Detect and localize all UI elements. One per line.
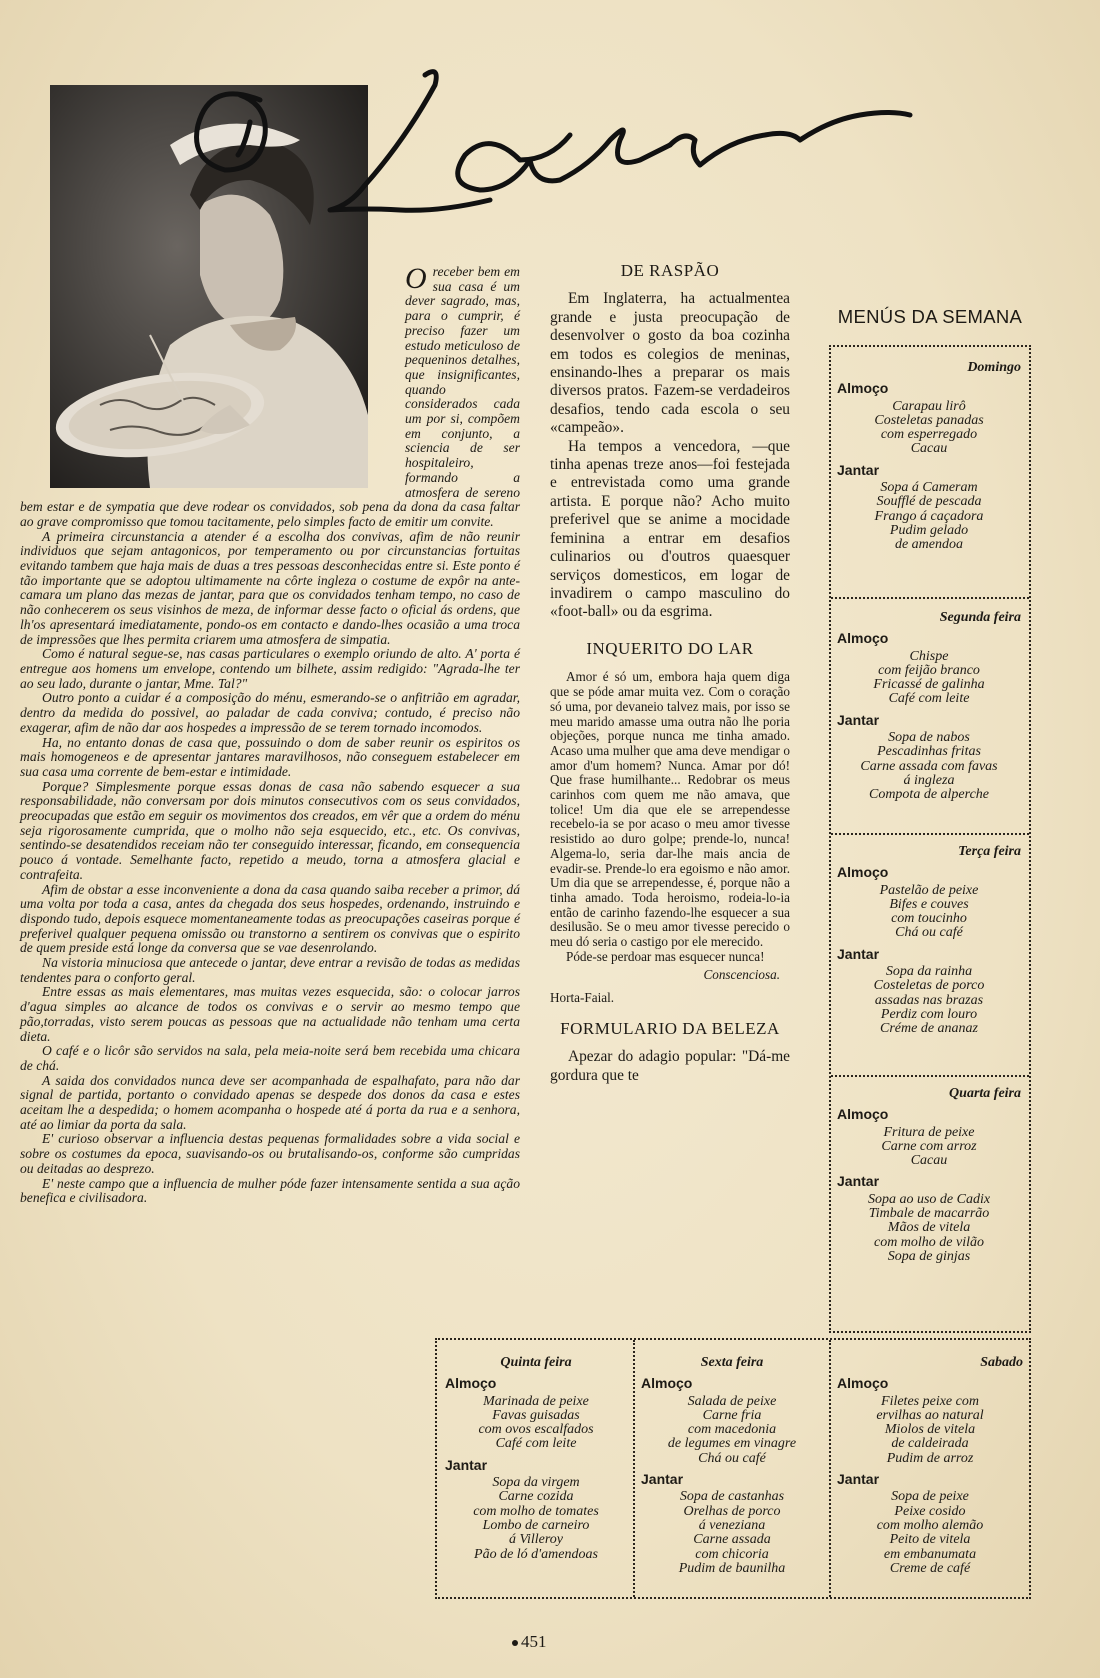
menu-dish: Pastelão de peixe	[879, 882, 979, 898]
menu-dish: de caldeirada	[891, 1436, 969, 1452]
menu-day	[445, 1356, 627, 1562]
menu-dish: Marinada de peixe	[483, 1393, 589, 1409]
menu-dish: Sopa ao uso de Cadix	[867, 1191, 991, 1207]
menu-day	[837, 845, 1021, 1037]
menu-meal-label: Jantar	[641, 1471, 684, 1488]
article-paragraph: O café e o licôr são servidos na sala, pela meia-noite será bem recebida uma chicara de chá.	[20, 1043, 520, 1073]
menu-meal-label: Jantar	[837, 461, 880, 478]
menu-day-name: Quinta feira	[500, 1355, 572, 1370]
menu-day-name: Sexta feira	[700, 1355, 764, 1370]
menus-title: MENÚS DA SEMANA	[837, 306, 1023, 327]
menu-dish: Sopa de peixe	[891, 1489, 969, 1505]
menu-dish: ervilhas ao natural	[876, 1407, 984, 1423]
menu-day	[837, 361, 1021, 553]
menu-dish: Mãos de vitela	[887, 1220, 971, 1236]
article-paragraph: Afim de obstar a esse inconveniente a dona da casa quando saiba receber a primor, dá uma volta por toda a casa, antes da chegada dos seus hospedes, ordenando, instruindo e dispondo tudo, depois esquece momentaneamente todas as preocupações caseiras porque é preferivel qualquer pequena omissão ou transtorno a sentirem os convivas que o espirito de quem preside está longe da conversa que se vae desenrolando.	[20, 881, 520, 956]
article-paragraph: Como é natural segue-se, nas casas particulares o exemplo oriundo de alto. A' porta é entregue aos homens um envelope, contendo um bilhete, assim redigido: "Agrada-lhe ter ao seu lado, durante o jantar, Mme. Tal?"	[20, 646, 520, 691]
menu-dish: Perdiz com louro	[880, 1006, 978, 1022]
middle-column	[550, 262, 790, 1085]
inquerito-closing: Póde-se perdoar mas esquecer nunca!	[566, 948, 765, 964]
menu-dish: Salada de peixe	[687, 1393, 777, 1409]
menu-dish: Chispe	[909, 648, 949, 664]
menu-dish: Compota de alperche	[868, 787, 989, 803]
menu-dish: com esperregado	[880, 427, 978, 443]
menu-dish: Miolos de vitela	[884, 1422, 976, 1438]
menu-dish: com macedonia	[687, 1422, 777, 1438]
menu-dish: Fricassé de galinha	[873, 677, 985, 693]
menu-dish: Cacau	[910, 1153, 948, 1169]
menu-dish: Sopa á Cameram	[880, 480, 978, 496]
menu-dish: de legumes em vinagre	[667, 1436, 797, 1452]
menus-right-box	[829, 345, 1031, 1333]
article-paragraph: Porque? Simplesmente porque essas donas de casa não sabendo esquecer a sua responsabilidade, não conversam por dois minutos consecutivos com os seus convidados, preocupadas que estão em seguir os movimentos dos creados, em vêr que a ordem do ménu seja rigorosamente cumprida, que o molho não seja esquecido, etc., etc. Os convivas, sentindo-se desatendidos receiam não ter conseguido interessar, ficando, em consequencia pouco á vontade. Semelhante facto, repetido a meudo, torna a atmosfera glacial e contrafeita.	[20, 778, 520, 882]
inquerito-signature: Conscenciosa.	[703, 967, 780, 983]
menu-dish: Costeletas panadas	[874, 412, 984, 428]
menu-dish: Chá ou café	[698, 1450, 766, 1466]
menu-dish: Pudim gelado	[889, 522, 969, 538]
menu-separator	[831, 1075, 1029, 1077]
article-paragraph: Na vistoria minuciosa que antecede o jantar, deve entrar a revisão de todas as medidas tendentes para o conforto geral.	[20, 955, 520, 985]
menu-separator	[831, 597, 1029, 599]
menu-dish: Carne assada com favas	[860, 758, 998, 774]
menu-dish: Sopa de nabos	[888, 730, 970, 746]
beleza-heading: FORMULARIO DA BELEZA	[560, 1018, 780, 1038]
menu-dish: em embanumata	[883, 1546, 977, 1562]
dropcap: O	[405, 262, 427, 295]
menu-dish: Café com leite	[888, 691, 970, 707]
menu-dish: Carne com arroz	[881, 1138, 977, 1154]
page-number: 451	[512, 1632, 547, 1652]
menu-dish: Orelhas de porco	[683, 1503, 781, 1519]
menu-dish: Peixe cosido	[894, 1503, 966, 1519]
menu-dish: Soufflé de pescada	[876, 494, 982, 510]
menu-dish: Cacau	[910, 441, 948, 457]
menu-dish: Pescadinhas fritas	[877, 744, 981, 760]
menu-meal-label: Jantar	[445, 1456, 488, 1473]
raspao-heading: DE RASPÃO	[620, 261, 720, 280]
menu-dish: Costeletas de porco	[873, 978, 985, 994]
beleza-section	[550, 1020, 790, 1085]
menu-day	[641, 1356, 823, 1576]
menu-dish: á Villeroy	[508, 1532, 564, 1548]
menu-dish: Peito de vitela	[889, 1532, 971, 1548]
menu-day	[837, 1356, 1023, 1576]
menu-dish: Fritura de peixe	[883, 1124, 975, 1140]
article-paragraph: E' neste campo que a influencia de mulher póde fazer intensamente sentida a sua ação benefica e civilisadora.	[20, 1175, 520, 1206]
menu-dish: Sopa de ginjas	[887, 1248, 971, 1264]
menu-day-name: Quarta feira	[949, 1086, 1021, 1101]
page-title-script	[190, 60, 950, 240]
inquerito-place: Horta-Faial.	[550, 990, 615, 1006]
menu-meal-label: Almoço	[837, 864, 889, 881]
article-paragraph: Ha, no entanto donas de casa que, possuindo o dom de saber reunir os espiritos os mais homogeneos e de apresentar jantares maravilhosos, não conseguem estabelecer em sua casa uma corrente de bem-estar e intimidade.	[20, 734, 520, 779]
menu-meal-label: Jantar	[837, 1173, 880, 1190]
menu-meal-label: Jantar	[837, 1471, 880, 1488]
article-paragraph: E' curioso observar a influencia destas pequenas formalidades sobre a vida social e sobre os costumes da epoca, suavisando-os ou brutalisando-os, conforme são cumpridas ou deitadas ao desprezo.	[20, 1131, 520, 1176]
menu-dish: Café com leite	[495, 1436, 577, 1452]
menu-day	[837, 611, 1021, 803]
menu-meal-label: Almoço	[445, 1375, 497, 1392]
menu-separator	[831, 833, 1029, 835]
menu-meal-label: Almoço	[837, 630, 889, 647]
menu-dish: Carne cozida	[498, 1489, 574, 1505]
menu-meal-label: Almoço	[837, 1106, 889, 1123]
menu-dish: com molho de vilão	[873, 1234, 985, 1250]
menu-dish: Pudim de arroz	[886, 1450, 974, 1466]
menu-day-name: Sabado	[980, 1355, 1023, 1370]
menu-meal-label: Almoço	[837, 380, 889, 397]
menu-dish: Favas guisadas	[492, 1407, 580, 1423]
menu-dish: Lombo de carneiro	[482, 1517, 590, 1533]
menu-dish: Timbale de macarrão	[868, 1206, 990, 1222]
inquerito-heading: INQUERITO DO LAR	[586, 638, 754, 658]
menu-dish: Creme de café	[889, 1560, 971, 1576]
menus-bottom-box	[435, 1338, 1031, 1599]
raspao-paragraph: Ha tempos a vencedora, —que tinha apenas treze anos—foi festejada e entrevistada como uma grande artista. E porque não? Acho muito preferivel que se anime a mocidade feminina a entrar em desafios culinarios ou d'outros quaesquer serviços domesticos, em logar de invadirem o campo masculino do «foot-ball» ou da esgrima.	[550, 437, 790, 621]
menu-day-name: Domingo	[967, 360, 1021, 375]
menu-dish: Carne fria	[702, 1407, 762, 1423]
menu-dish: Filetes peixe com	[881, 1393, 979, 1409]
article-paragraph: Outro ponto a cuidar é a composição do ménu, esmerando-se o anfitrião em agradar, dentro da medida do possivel, ao paladar de cada conviva; contudo, é preciso não exagerar, afim de não dar aos hospedes a impressão de se terem tornado incomodos.	[20, 690, 520, 735]
menu-dish: com ovos escalfados	[478, 1422, 594, 1438]
menu-meal-label: Almoço	[641, 1375, 693, 1392]
menu-dish: com molho de tomates	[473, 1503, 599, 1519]
raspao-paragraph: Em Inglaterra, ha actualmentea grande e justa preocupação de desenvolver o gosto da boa cozinha em todos es colegios de meninas, ensinando-lhes a preparar os mais diversos pratos. Fazem-se verdadeiros desafios, tendo cada escola o seu «campeão».	[550, 290, 790, 437]
menu-dish: á veneziana	[698, 1517, 766, 1533]
menu-dish: com feijão branco	[878, 662, 980, 678]
menu-meal-label: Jantar	[837, 945, 880, 962]
menu-dish: com chicoria	[695, 1546, 769, 1562]
menu-day	[837, 1087, 1021, 1264]
article-paragraph: A primeira circunstancia a atender é a escolha dos convivas, afim de não reunir individuos que sejam antagonicos, por temperamento ou por circunstancias fortuitas evitando tambem que haja mais de duas a tres pessoas desconhecidas entre si. Este ponto é tão importante que se adoptou ultimamente na côrte ingleza o costume de expôr na ante-camara um plano das mezas de jantar, para que os convidados tenham tempo, no caso de não conhecerem os seus visinhos de meza, de informar desse facto o oficial ás ordens, que lh'os apresentará imediatamente, pondo-os em contacto e dando-lhes ocasião a uma troca de impressões que lhes permita criarem uma atmosfera de simpatia.	[20, 528, 520, 647]
menu-day-name: Terça feira	[958, 844, 1021, 859]
menu-day-name: Segunda feira	[939, 610, 1021, 625]
menu-meal-label: Jantar	[837, 711, 880, 728]
menu-dish: Sopa da virgem	[492, 1475, 580, 1491]
menu-dish: assadas nas brazas	[874, 992, 984, 1008]
menu-dish: Sopa da rainha	[885, 964, 973, 980]
menu-dish: Frango á caçadora	[874, 508, 984, 524]
menu-dish: á ingleza	[903, 772, 955, 788]
beleza-body: Apezar do adagio popular: "Dá-me gordura que te	[550, 1048, 790, 1084]
menu-dish: com toucinho	[891, 911, 967, 927]
menu-dish: Chá ou café	[895, 925, 963, 941]
menu-dish: Pudim de baunilha	[678, 1560, 786, 1576]
inquerito-section	[550, 638, 790, 1006]
menu-dish: Carapau lirô	[892, 398, 966, 414]
menu-dish: Carne assada	[693, 1532, 771, 1548]
menu-meal-label: Almoço	[837, 1375, 889, 1392]
menu-dish: Pão de ló d'amendoas	[474, 1546, 598, 1562]
menu-dish: Créme de ananaz	[880, 1021, 978, 1037]
menu-dish: Sopa de castanhas	[679, 1489, 785, 1505]
article-paragraph: Entre essas as mais elementares, mas muitas vezes esquecida, são: o colocar jarros d'agua simples ao alcance de todos os convivas e o servir ao mesmo tempo que pão,torradas, visto serem poucas as pessoas que na actualidade não tenham uma certa dieta.	[20, 984, 520, 1044]
article-opening: Oreceber bem em sua casa é um dever sagrado, mas, para o cumprir, é preciso fazer um estudo meticuloso de pequeninos detalhes, que insignificantes, quando considerados cada um por si, compõem em conjunto, a sciencia de ser hospitaleiro, formando a atmosfera de sereno bem estar e de sympatia que deve rodear os convidados, sob pena da dona da casa faltar ao grave compromisso que tomou tacitamente, pelo simples facto de emitir um convite.	[20, 262, 520, 529]
menu-dish: de amendoa	[894, 537, 964, 553]
menu-dish: Bifes e couves	[889, 896, 969, 912]
inquerito-body: Amor é só um, embora haja quem diga que se póde amar muita vez. Com o coração só uma, por devaneio talvez mais, por isso se meu marido amasse uma outra não lhe poria objeções, porque nunca me tinha amado. Acaso uma mulher que ama deve mendigar o amor d'um homem? Nunca. Amar por dó! Que frase humilhante... Redobrar os meus carinhos com quem me não amava, que tolice! Um dia que ele se arrependesse recebelo-ia se por acaso o meu amor tivesse resistido ao duro golpe; prende-lo, nunca! Algema-lo, seria dar-lhe mais ancia de evadir-se. Prende-lo era egoismo e não amor. Um dia que se arrependesse, é, porque não a tinha amado. Toda heroismo, rodeia-lo-ia então de carinho fazendo-lhe esquecer a sua desilusão. Se o meu amor tivesse perecido o meu dó seria o castigo por ele merecido.	[550, 669, 790, 950]
menu-dish: com molho alemão	[876, 1517, 984, 1533]
article-paragraph: A saida dos convidados nunca deve ser acompanhada de espalhafato, para não dar signal de partida, portanto o convidado apenas se despede dos donos da casa e estes aceitam lhe a despedida; o homem acompanha o hospede até á porta da rua e a senhora, até ao limiar da porta da sala.	[20, 1072, 520, 1132]
